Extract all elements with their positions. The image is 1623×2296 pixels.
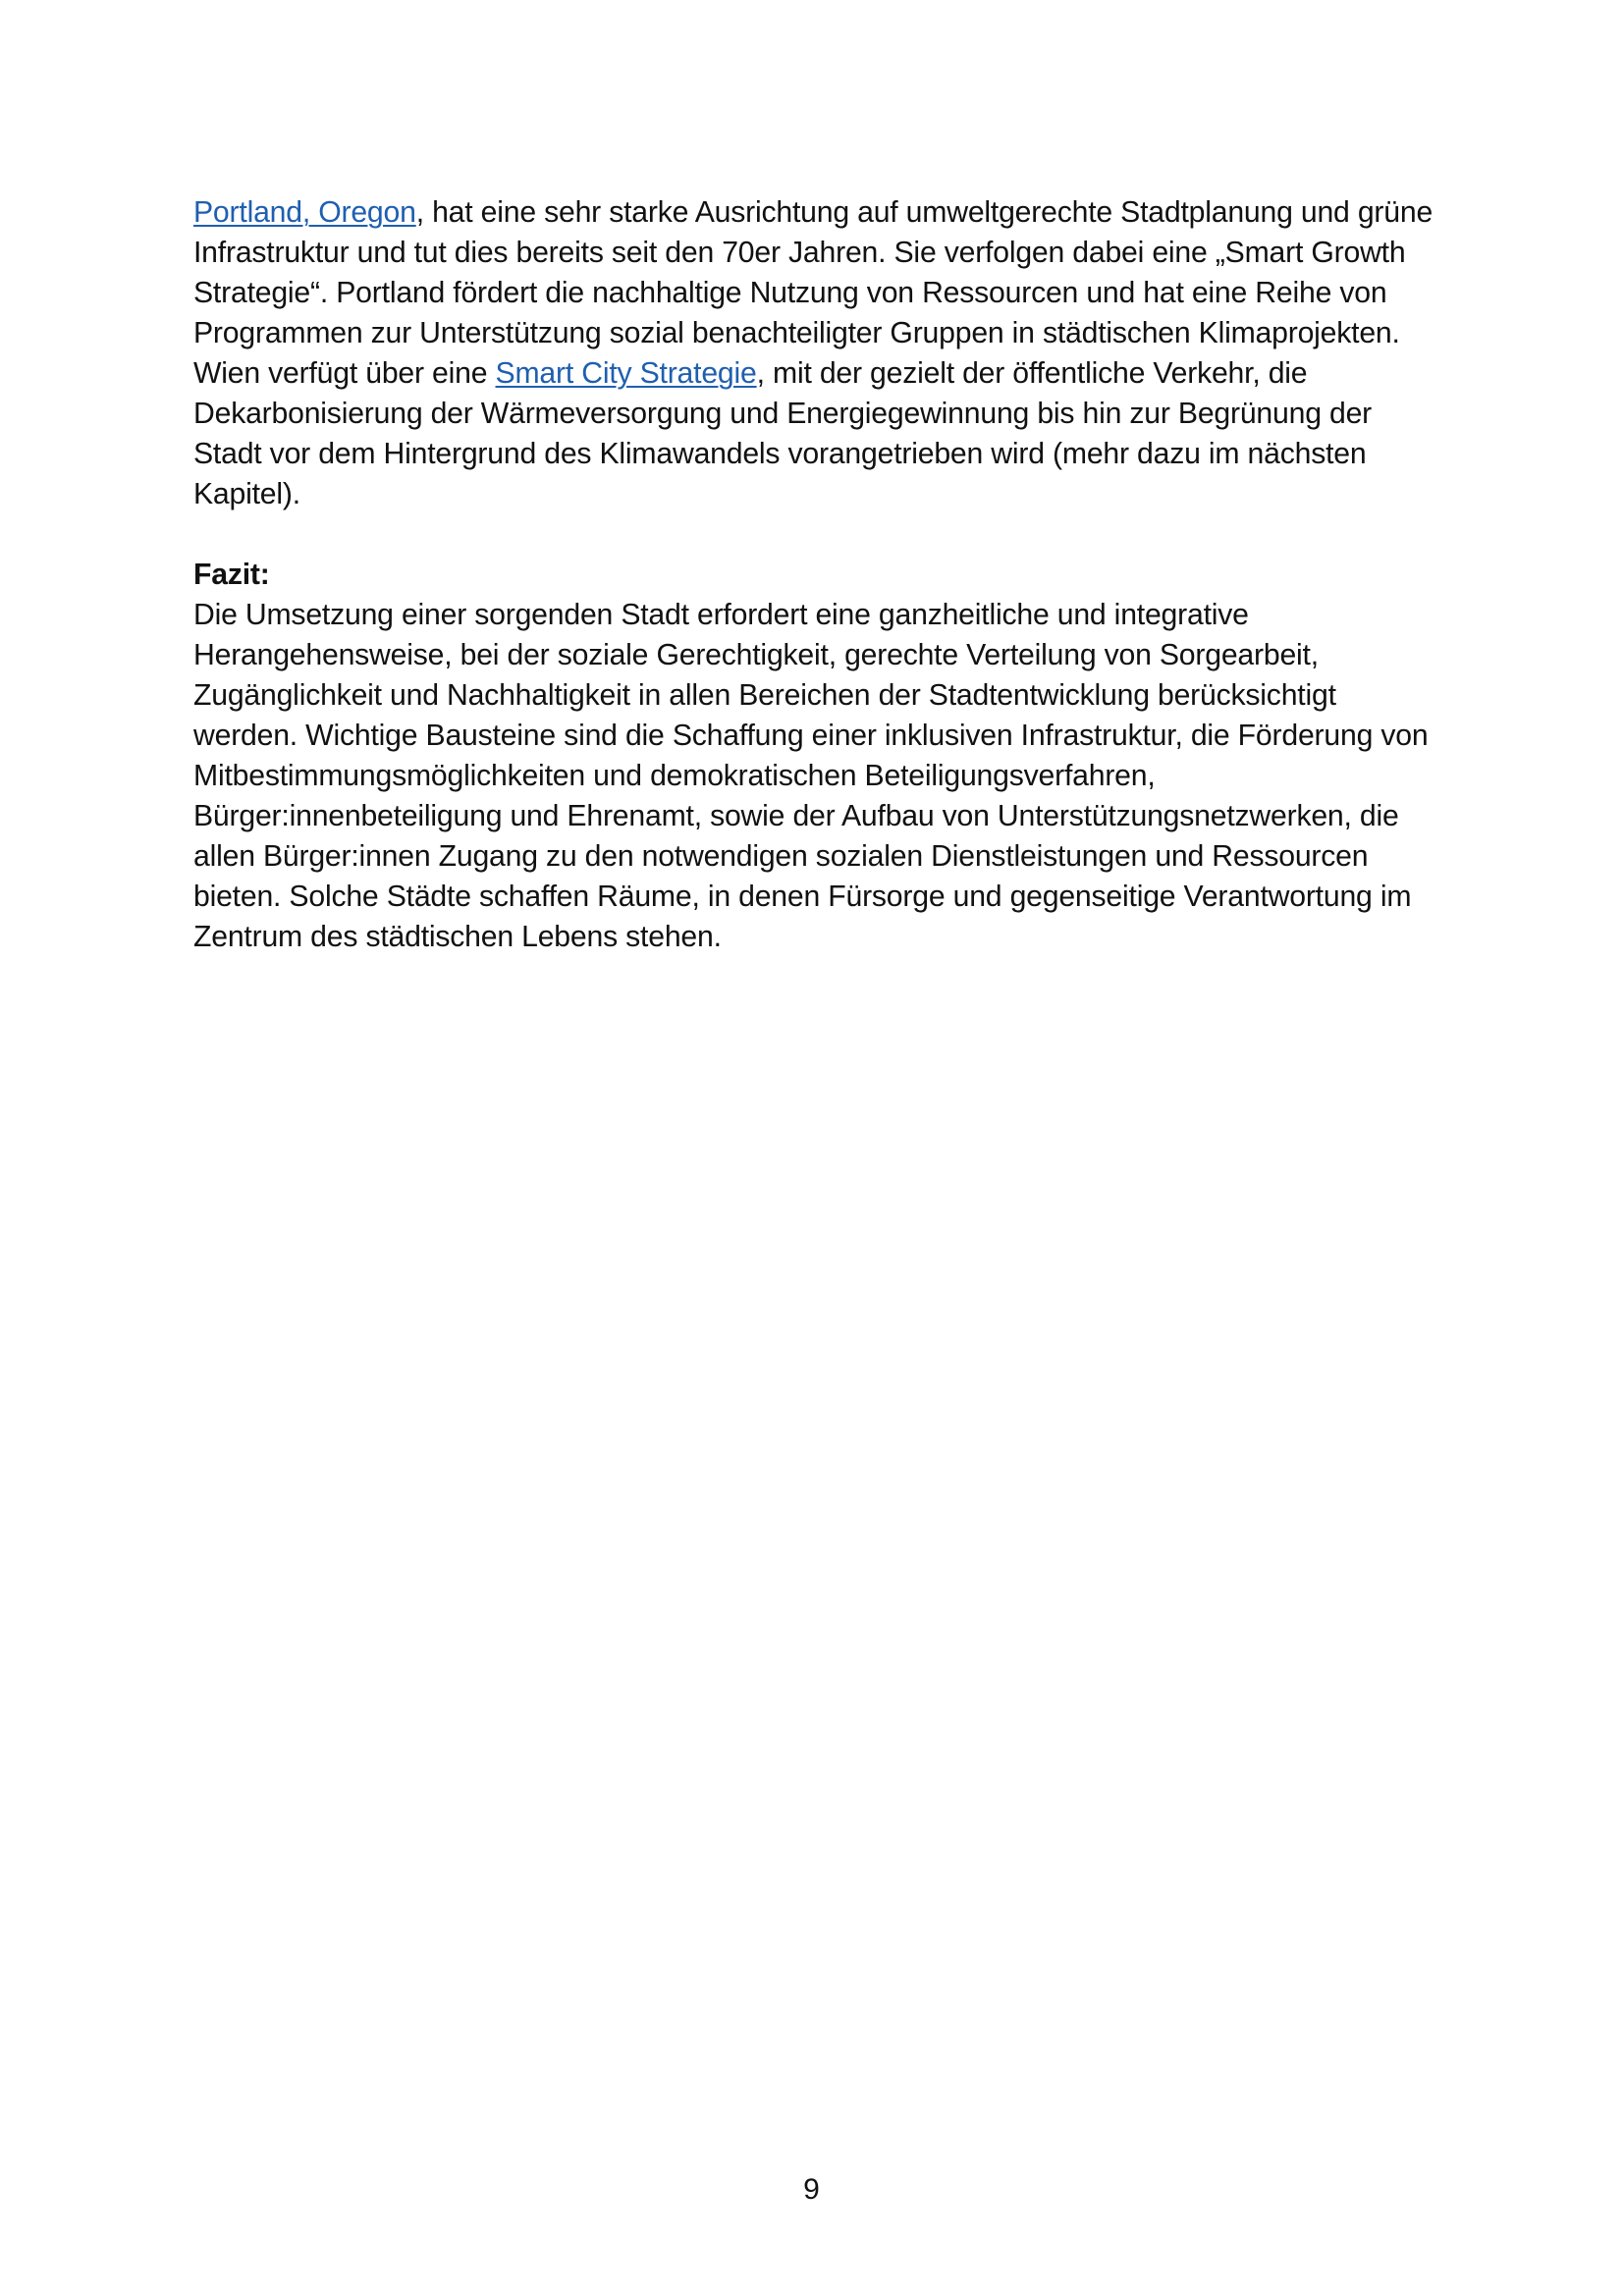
paragraph-text-part-1: , hat eine sehr starke Ausrichtung auf umweltgerechte Stadtplanung und grüne Infrastruktur und tut dies bereits seit den 70er Jahren. Sie verfolgen dabei eine „Smart Growth Strategie“. Portland fördert die nachhaltige Nutzung von Ressourcen und hat eine Reihe von Programmen zur Unterstützung sozial benachteiligter Gruppen in städtischen Klimaprojekten. Wien verfügt über eine	[193, 196, 1434, 390]
section-heading-fazit: Fazit:	[193, 559, 270, 591]
link-portland-oregon[interactable]: Portland, Oregon	[193, 196, 416, 229]
page-content	[193, 192, 1440, 957]
link-smart-city-strategie[interactable]: Smart City Strategie	[495, 357, 757, 390]
paragraph-portland-vienna	[193, 192, 1440, 514]
paragraph-spacer	[193, 514, 1440, 555]
page-number: 9	[803, 2173, 820, 2206]
paragraph-text-part-2: , mit der gezielt der öffentliche Verkehr, die Dekarbonisierung der Wärmeversorgung und Energiegewinnung bis hin zur Begrünung der Stadt vor dem Hintergrund des Klimawandels vorangetrieben wird (mehr dazu im nächsten Kapitel).	[193, 357, 1373, 510]
paragraph-fazit: Die Umsetzung einer sorgenden Stadt erfordert eine ganzheitliche und integrative Herangehensweise, bei der soziale Gerechtigkeit, gerechte Verteilung von Sorgearbeit, Zugänglichkeit und Nachhaltigkeit in allen Bereichen der Stadtentwicklung berücksichtigt werden. Wichtige Bausteine sind die Schaffung einer inklusiven Infrastruktur, die Förderung von Mitbestimmungsmöglichkeiten und demokratischen Beteiligungsverfahren, Bürger:innenbeteiligung und Ehrenamt, sowie der Aufbau von Unterstützungsnetzwerken, die allen Bürger:innen Zugang zu den notwendigen sozialen Dienstleistungen und Ressourcen bieten. Solche Städte schaffen Räume, in denen Fürsorge und gegenseitige Verantwortung im Zentrum des städtischen Lebens stehen.	[193, 599, 1429, 953]
